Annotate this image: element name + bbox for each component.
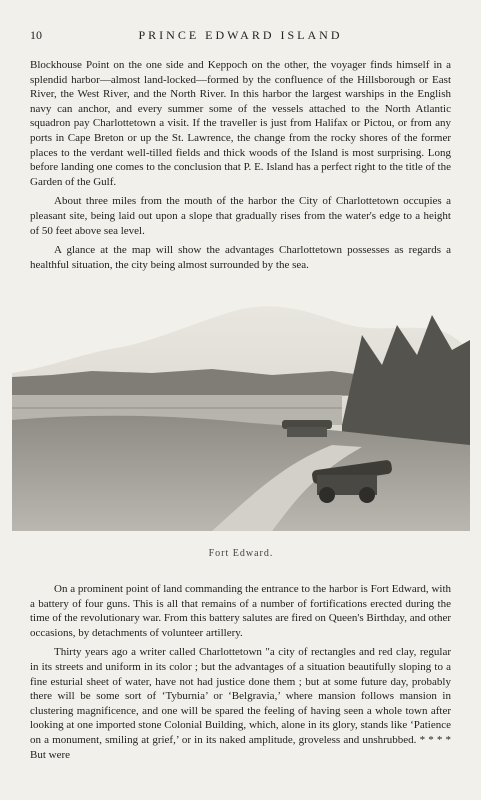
fort-edward-photo [12,295,470,559]
page-number: 10 [30,28,42,42]
page-header [30,28,451,48]
figure-caption: Fort Edward. [208,548,274,559]
paragraph: Blockhouse Point on the one side and Keppoch on the other, the voyager finds himself in a splendid harbor—almost land-locked—formed by the confluence of the Hillsborough or East River, the West River, and the North River. In this harbor the largest warships in the English navy can anchor, and every summer some of the vessels attached to the North Atlantic squadron pay Charlottetown a visit. If the traveller is just from Halifax or Pictou, or from any ports in Cape Breton or up the St. Lawrence, the change from the rocky shores of the former places to the verdant well-tilled fields and thick woods of the Island is most surprising. Long before landing one comes to the conclusion that P. E. Island has a perfect right to the title of the Garden of the Gulf. [30,59,451,188]
running-title: PRINCE EDWARD ISLAND [138,28,343,42]
paragraph: On a prominent point of land commanding the entrance to the harbor is Fort Edward, with a battery of four guns. This is all that remains of a number of fortifications erected during the time of the revolutionary war. From this battery salutes are fired on Queen's Birthday, and other occasions, by detachments of volunteer artillery. [30,583,451,639]
text-block-bottom [30,582,451,767]
paragraph: Thirty years ago a writer called Charlottetown "a city of rectangles and red clay, regular in its streets and uniform in its color ; but the advantages of a situation beautifully sloping to a fine esturial sheet of water, have not had justice done them ; but at some future day, probably there will be some sort of ‘Tyburnia’ or ‘Belgravia,’ where mansion follows mansion in clustering magnificence, and one will be spared the feeling of having seen a whole town after looking at one imported stone Colonial Building, which, alone in its glory, stands like ‘Patience on a monument, smiling at grief,’ or in its naked amplitude, groveless and unshrubbed. * * * * But were [30,646,451,761]
text-block-top [30,58,451,277]
paragraph: A glance at the map will show the advantages Charlottetown possesses as regards a healthful situation, the city being almost surrounded by the sea. [30,244,451,271]
paragraph: About three miles from the mouth of the harbor the City of Charlottetown occupies a pleasant site, being laid out upon a slope that gradually rises from the water's edge to a height of 50 feet above sea level. [30,195,451,237]
cannon [282,420,332,437]
halftone-illustration [12,295,470,545]
